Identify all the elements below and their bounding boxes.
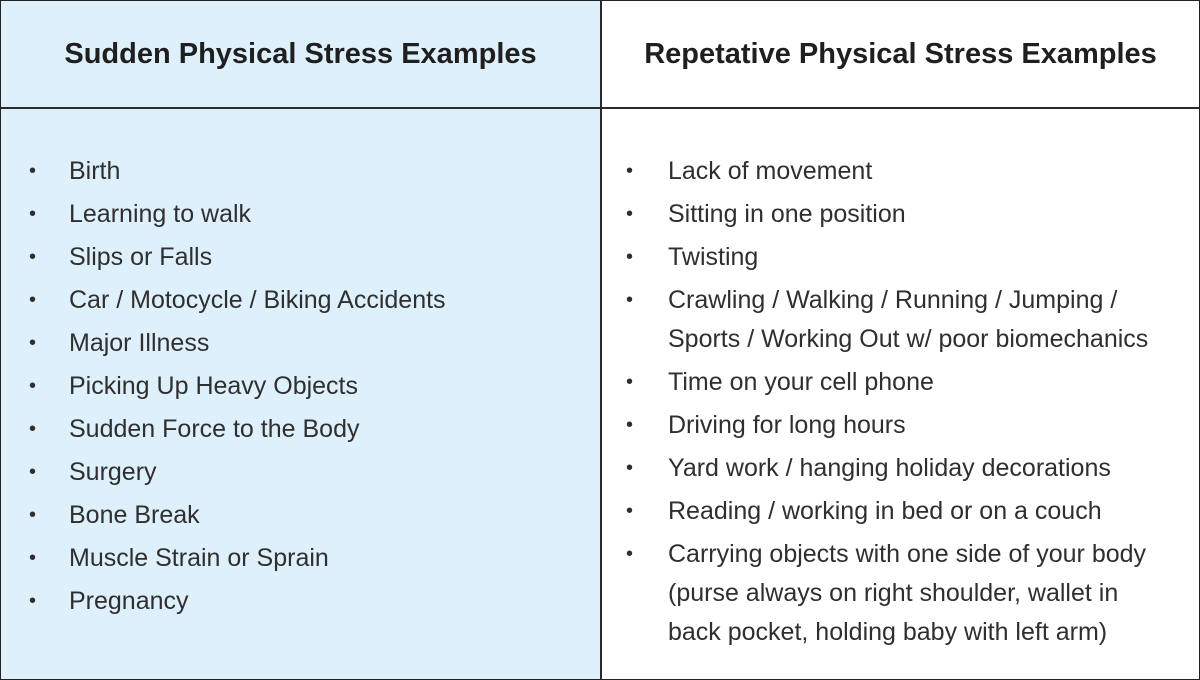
list-item-text: Picking Up Heavy Objects: [69, 372, 359, 400]
list-item-text: Yard work / hanging holiday decorations: [668, 454, 1111, 482]
bullet-icon: •: [29, 504, 37, 526]
list-item: [602, 406, 1199, 445]
list-item-text: Surgery: [69, 458, 157, 486]
list-item: [602, 535, 1199, 652]
list-item-text: Birth: [69, 157, 121, 185]
left-column-header: Sudden Physical Stress Examples: [64, 37, 537, 70]
sudden-stress-list: [1, 152, 600, 625]
bullet-icon: •: [626, 414, 634, 436]
list-item-text: Car / Motocycle / Biking Accidents: [69, 286, 446, 314]
list-item-text: Driving for long hours: [668, 411, 906, 439]
bullet-icon: •: [29, 160, 37, 182]
header-divider: [1, 107, 1199, 109]
bullet-icon: •: [626, 371, 634, 393]
bullet-icon: •: [626, 160, 634, 182]
list-item: [1, 453, 600, 492]
list-item-text: Learning to walk: [69, 200, 252, 228]
list-item: [1, 152, 600, 191]
list-item: [602, 238, 1199, 277]
list-item-text: Twisting: [668, 243, 759, 271]
list-item: [1, 281, 600, 320]
bullet-icon: •: [626, 500, 634, 522]
list-item-text: Sitting in one position: [668, 200, 906, 228]
list-item: [602, 492, 1199, 531]
list-item: [602, 281, 1199, 359]
bullet-icon: •: [626, 246, 634, 268]
list-item-text: Slips or Falls: [69, 243, 213, 271]
list-item: [1, 324, 600, 363]
list-item-text: Time on your cell phone: [668, 368, 934, 396]
list-item-text: Bone Break: [69, 501, 200, 529]
bullet-icon: •: [626, 289, 634, 311]
list-item: [1, 582, 600, 621]
right-column-header: Repetative Physical Stress Examples: [644, 37, 1157, 70]
bullet-icon: •: [626, 543, 634, 565]
bullet-icon: •: [29, 246, 37, 268]
bullet-icon: •: [29, 375, 37, 397]
list-item: [602, 152, 1199, 191]
list-item-text: Sudden Force to the Body: [69, 415, 360, 443]
bullet-icon: •: [29, 590, 37, 612]
list-item: [1, 195, 600, 234]
list-item-text: Crawling / Walking / Running / Jumping / Sports / Working Out w/ poor biomechanics: [668, 286, 1149, 353]
list-item: [602, 363, 1199, 402]
bullet-icon: •: [626, 203, 634, 225]
bullet-icon: •: [29, 203, 37, 225]
list-item: [1, 238, 600, 277]
bullet-icon: •: [29, 547, 37, 569]
list-item-text: Muscle Strain or Sprain: [69, 544, 329, 572]
list-item: [1, 367, 600, 406]
list-item: [602, 195, 1199, 234]
bullet-icon: •: [29, 289, 37, 311]
list-item: [602, 449, 1199, 488]
list-item: [1, 410, 600, 449]
list-item-text: Carrying objects with one side of your body (purse always on right shoulder, wallet in back pocket, holding baby with left arm): [668, 540, 1147, 646]
list-item-text: Reading / working in bed or on a couch: [668, 497, 1102, 525]
repetitive-stress-list: [602, 152, 1199, 656]
bullet-icon: •: [29, 418, 37, 440]
list-item-text: Lack of movement: [668, 157, 873, 185]
bullet-icon: •: [29, 461, 37, 483]
list-item: [1, 539, 600, 578]
list-item-text: Major Illness: [69, 329, 210, 357]
bullet-icon: •: [626, 457, 634, 479]
list-item: [1, 496, 600, 535]
list-item-text: Pregnancy: [69, 587, 189, 615]
bullet-icon: •: [29, 332, 37, 354]
